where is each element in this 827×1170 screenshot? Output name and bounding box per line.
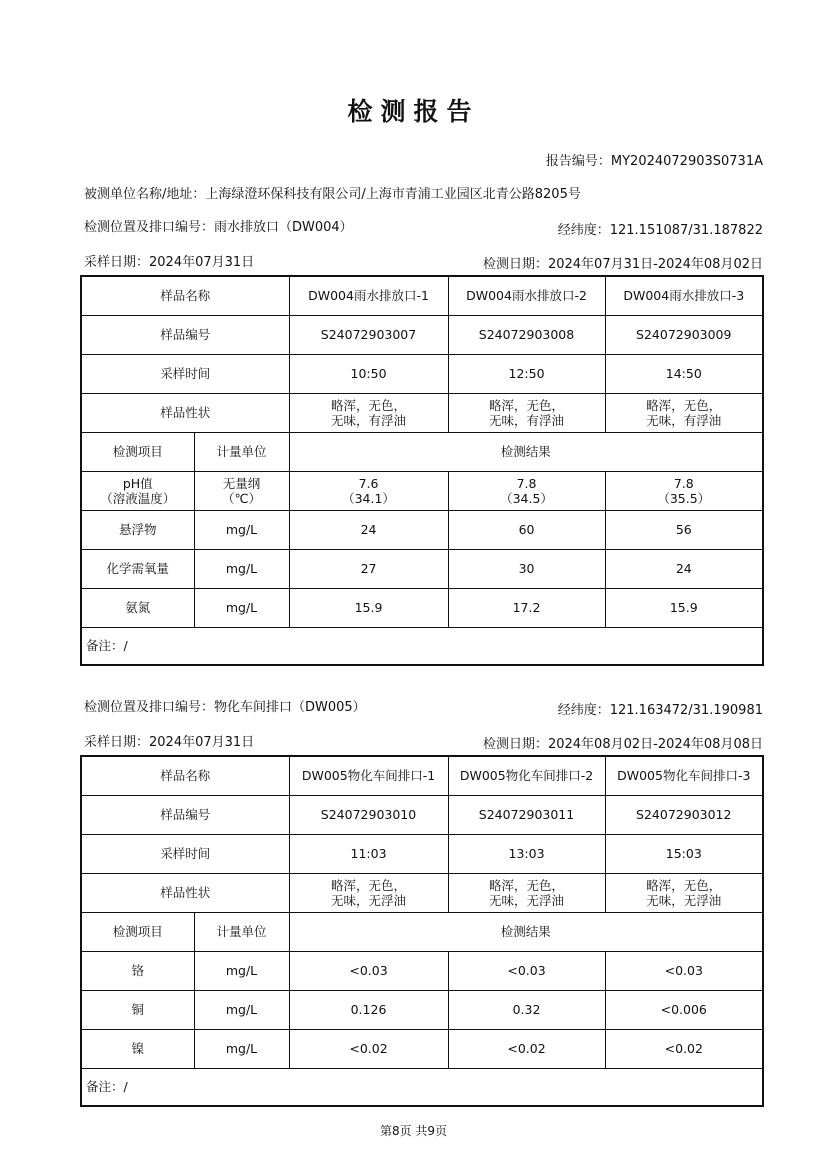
sample-time: 11:03	[289, 834, 448, 873]
section2-test-date: 检测日期：2024年08月02日-2024年08月08日	[482, 737, 763, 752]
tested-unit: 被测单位名称/地址：上海绿澄环保科技有限公司/上海市青浦工业园区北青公路8205号	[84, 187, 581, 202]
result-value: 7.8 （34.5）	[448, 471, 605, 510]
unit: mg/L	[194, 549, 289, 588]
unit: mg/L	[194, 510, 289, 549]
sample-time: 10:50	[289, 354, 448, 393]
section1-location: 检测位置及排口编号：雨水排放口（DW004）	[84, 220, 353, 235]
header-test-item: 检测项目	[81, 912, 194, 951]
sample-code: S24072903008	[448, 315, 605, 354]
sample-code: S24072903011	[448, 795, 605, 834]
sample-code: S24072903012	[605, 795, 763, 834]
unit: mg/L	[194, 990, 289, 1029]
header-sample-property: 样品性状	[81, 393, 289, 432]
result-value: 17.2	[448, 588, 605, 627]
sample-property: 略浑，无色， 无味，有浮油	[605, 393, 763, 432]
result-value: 27	[289, 549, 448, 588]
header-result: 检测结果	[289, 432, 763, 471]
result-value: 60	[448, 510, 605, 549]
unit-ph: 无量纲 （℃）	[194, 471, 289, 510]
table-row	[81, 549, 763, 588]
result-value: 0.126	[289, 990, 448, 1029]
sample-time: 15:03	[605, 834, 763, 873]
sample-property: 略浑，无色， 无味，有浮油	[289, 393, 448, 432]
section2-coords: 经纬度：121.163472/31.190981	[557, 703, 763, 718]
test-item: 镍	[81, 1029, 194, 1068]
sample-name: DW005物化车间排口-3	[605, 756, 763, 795]
remark: 备注：/	[81, 627, 763, 665]
result-value: <0.006	[605, 990, 763, 1029]
header-sample-time: 采样时间	[81, 354, 289, 393]
result-value: <0.02	[289, 1029, 448, 1068]
sample-time: 12:50	[448, 354, 605, 393]
result-value: <0.02	[605, 1029, 763, 1068]
sample-name: DW005物化车间排口-2	[448, 756, 605, 795]
page-number: 第8页 共9页	[379, 1124, 448, 1138]
test-item: 铬	[81, 951, 194, 990]
header-sample-name: 样品名称	[81, 276, 289, 315]
result-value: 56	[605, 510, 763, 549]
result-value: 24	[605, 549, 763, 588]
result-value: <0.02	[448, 1029, 605, 1068]
sample-name: DW005物化车间排口-1	[289, 756, 448, 795]
section2-table	[80, 755, 764, 1107]
result-value: 7.8 （35.5）	[605, 471, 763, 510]
sample-code: S24072903010	[289, 795, 448, 834]
sample-time: 14:50	[605, 354, 763, 393]
table-row	[81, 951, 763, 990]
sample-name: DW004雨水排放口-3	[605, 276, 763, 315]
section2-sample-date: 采样日期：2024年07月31日	[84, 735, 255, 750]
sample-property: 略浑，无色， 无味，无浮油	[448, 873, 605, 912]
report-title: 检测报告	[347, 97, 480, 126]
remark: 备注：/	[81, 1068, 763, 1106]
result-value: 0.32	[448, 990, 605, 1029]
result-value: <0.03	[289, 951, 448, 990]
result-value: 30	[448, 549, 605, 588]
header-test-item: 检测项目	[81, 432, 194, 471]
sample-property: 略浑，无色， 无味，无浮油	[289, 873, 448, 912]
test-item-ph: pH值 （溶液温度）	[81, 471, 194, 510]
result-value: 7.6 （34.1）	[289, 471, 448, 510]
sample-name: DW004雨水排放口-1	[289, 276, 448, 315]
test-item: 化学需氧量	[81, 549, 194, 588]
unit: mg/L	[194, 588, 289, 627]
unit: mg/L	[194, 951, 289, 990]
sample-name: DW004雨水排放口-2	[448, 276, 605, 315]
section1-test-date: 检测日期：2024年07月31日-2024年08月02日	[482, 257, 763, 272]
test-item: 铜	[81, 990, 194, 1029]
table-row	[81, 510, 763, 549]
result-value: <0.03	[448, 951, 605, 990]
report-number: 报告编号：MY2024072903S0731A	[545, 154, 763, 169]
header-sample-name: 样品名称	[81, 756, 289, 795]
header-sample-code: 样品编号	[81, 795, 289, 834]
header-sample-code: 样品编号	[81, 315, 289, 354]
table-row	[81, 1029, 763, 1068]
sample-code: S24072903007	[289, 315, 448, 354]
header-sample-time: 采样时间	[81, 834, 289, 873]
test-item: 悬浮物	[81, 510, 194, 549]
table-row	[81, 990, 763, 1029]
header-unit: 计量单位	[194, 912, 289, 951]
result-value: 15.9	[289, 588, 448, 627]
result-value: <0.03	[605, 951, 763, 990]
sample-property: 略浑，无色， 无味，无浮油	[605, 873, 763, 912]
test-item: 氨氮	[81, 588, 194, 627]
result-value: 24	[289, 510, 448, 549]
sample-code: S24072903009	[605, 315, 763, 354]
section1-table	[80, 275, 764, 666]
section2-location: 检测位置及排口编号：物化车间排口（DW005）	[84, 700, 366, 715]
sample-property: 略浑，无色， 无味，有浮油	[448, 393, 605, 432]
result-value: 15.9	[605, 588, 763, 627]
header-result: 检测结果	[289, 912, 763, 951]
table-row	[81, 588, 763, 627]
sample-time: 13:03	[448, 834, 605, 873]
section1-sample-date: 采样日期：2024年07月31日	[84, 255, 255, 270]
unit: mg/L	[194, 1029, 289, 1068]
section1-coords: 经纬度：121.151087/31.187822	[557, 223, 763, 238]
header-sample-property: 样品性状	[81, 873, 289, 912]
header-unit: 计量单位	[194, 432, 289, 471]
